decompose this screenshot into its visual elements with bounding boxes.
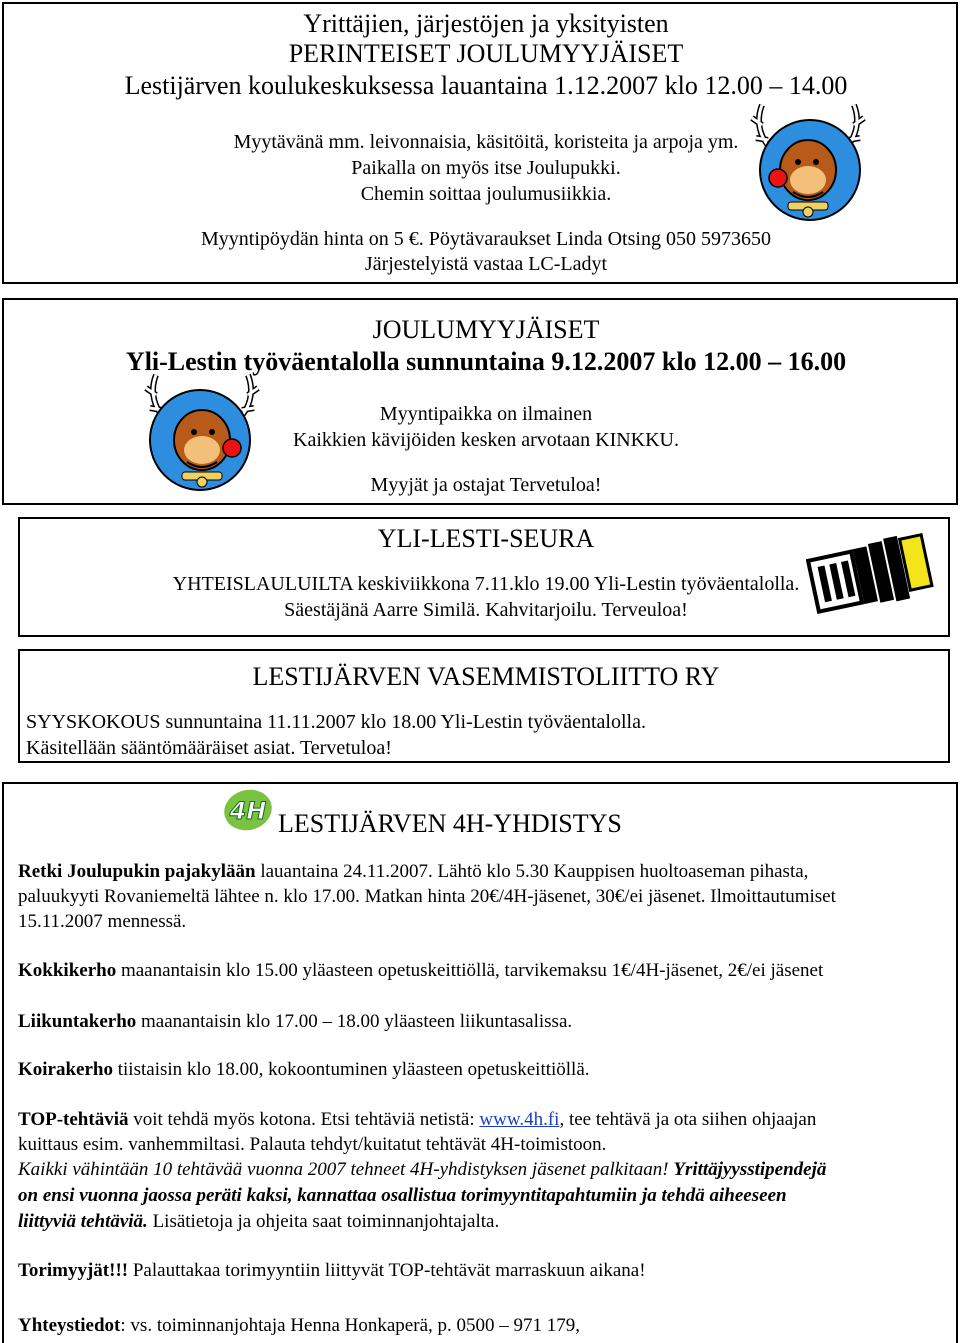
s1-line5: Paikalla on myös itse Joulupukki. [351,157,621,179]
yht-text: : vs. toiminnanjohtaja Henna Honkaperä, p. 0500 – 971 179, [120,1315,580,1336]
section-4-box [18,649,950,763]
s2-title: JOULUMYYJÄISET [372,315,600,344]
s3-title: YLI-LESTI-SEURA [377,524,595,553]
liikunta-bold: Liikuntakerho [18,1011,137,1032]
s1-line4: Myytävänä mm. leivonnaisia, käsitöitä, koristeita ja arpoja ym. [233,131,739,153]
reindeer-icon [748,100,868,225]
top-text2: , tee tehtävä ja ota siihen ohjaajan [559,1109,817,1130]
italic-bold-1: Yrittäjyysstipendejä [673,1159,827,1180]
s5-italic-l1 [18,1158,826,1182]
s5-yhteystiedot [18,1314,580,1338]
s1-line3: Lestijärven koulukeskuksessa lauantaina 1.12.2007 klo 12.00 – 14.00 [124,71,848,100]
s2-subtitle: Yli-Lestin työväentalolla sunnuntaina 9.12.2007 klo 12.00 – 16.00 [125,347,847,376]
italic-bold-3: liittyviä tehtäviä. [18,1211,148,1232]
s1-line6: Chemin soittaa joulumusiikkia. [360,183,612,205]
s5-koira [18,1058,590,1082]
yht-bold: Yhteystiedot [18,1315,121,1336]
accordion-icon [806,528,936,618]
section-5-box [2,782,958,1343]
s5-retki-l3: 15.11.2007 mennessä. [18,911,187,932]
s1-line2: PERINTEISET JOULUMYYJÄISET [288,39,684,68]
kokki-text: maanantaisin klo 15.00 yläasteen opetuskeittiöllä, tarvikemaksu 1€/4H-jäsenet, 2€/ei jäsenet [116,960,824,981]
4h-logo-icon [222,786,274,834]
koira-text: tiistaisin klo 18.00, kokoontuminen yläasteen opetuskeittiöllä. [113,1059,590,1080]
tori-bold: Torimyyjät!!! [18,1260,129,1281]
retki-bold: Retki Joulupukin pajakylään [18,861,256,882]
koira-bold: Koirakerho [18,1059,113,1080]
s5-retki-l1 [18,860,808,884]
retki-text: lauantaina 24.11.2007. Lähtö klo 5.30 Kauppisen huoltoaseman pihasta, [255,861,809,882]
top-bold: TOP-tehtäviä [18,1109,129,1130]
s2-line1: Myyntipaikka on ilmainen [379,403,593,425]
kokki-bold: Kokkikerho [18,960,117,981]
s1-line1: Yrittäjien, järjestöjen ja yksityisten [303,9,669,38]
italic-text: Kaikki vähintään 10 tehtävää vuonna 2007 tehneet 4H-yhdistyksen jäsenet palkitaan! [18,1159,674,1180]
s5-italic-l2: on ensi vuonna jaossa peräti kaksi, kannattaa osallistua torimyyntitapahtumiin ja tehdä aiheeseen [18,1185,787,1206]
s5-title: LESTIJÄRVEN 4H-YHDISTYS [278,809,622,838]
s2-line3: Myyjät ja ostajat Tervetuloa! [370,474,602,496]
reindeer-icon-2 [142,370,262,495]
4h-logo-text: 4H [229,797,267,825]
tori-text: Palauttakaa torimyyntiin liittyvät TOP-tehtävät marraskuun aikana! [128,1260,646,1281]
s2-line2: Kaikkien kävijöiden kesken arvotaan KINKKU. [293,429,679,451]
liikunta-text: maanantaisin klo 17.00 – 18.00 yläasteen liikuntasalissa. [136,1011,573,1032]
s5-top-l1 [18,1108,816,1132]
top-text1: voit tehdä myös kotona. Etsi tehtäviä netistä: [128,1109,480,1130]
s3-line1: YHTEISLAULUILTA keskiviikkona 7.11.klo 19.00 Yli-Lestin työväentalolla. [172,573,800,595]
s4-line1: SYYSKOKOUS sunnuntaina 11.11.2007 klo 18.00 Yli-Lestin työväentalolla. [26,711,646,733]
4h-link[interactable]: www.4h.fi [479,1109,560,1130]
s5-kokki [18,959,823,983]
s5-retki-l2: paluukyyti Rovaniemeltä lähtee n. klo 17.00. Matkan hinta 20€/4H-jäsenet, 30€/ei jäsenet. Ilmoittautumiset [18,886,836,907]
s5-tori [18,1259,646,1283]
s5-top-l2: kuittaus esim. vanhemmiltasi. Palauta tehdyt/kuitatut tehtävät 4H-toimistoon. [18,1134,607,1155]
s4-title: LESTIJÄRVEN VASEMMISTOLIITTO RY [252,662,720,691]
s3-line2: Säestäjänä Aarre Similä. Kahvitarjoilu. Terveuloa! [284,599,688,621]
s1-line7: Myyntipöydän hinta on 5 €. Pöytävaraukset Linda Otsing 050 5973650 [201,228,771,250]
s1-line8: Järjestelyistä vastaa LC-Ladyt [364,253,608,275]
info-text: Lisätietoja ja ohjeita saat toiminnanjohtajalta. [147,1211,500,1232]
s5-liikunta [18,1010,572,1034]
s4-line2: Käsitellään sääntömääräiset asiat. Tervetuloa! [26,737,392,759]
s5-italic-l3 [18,1210,499,1234]
